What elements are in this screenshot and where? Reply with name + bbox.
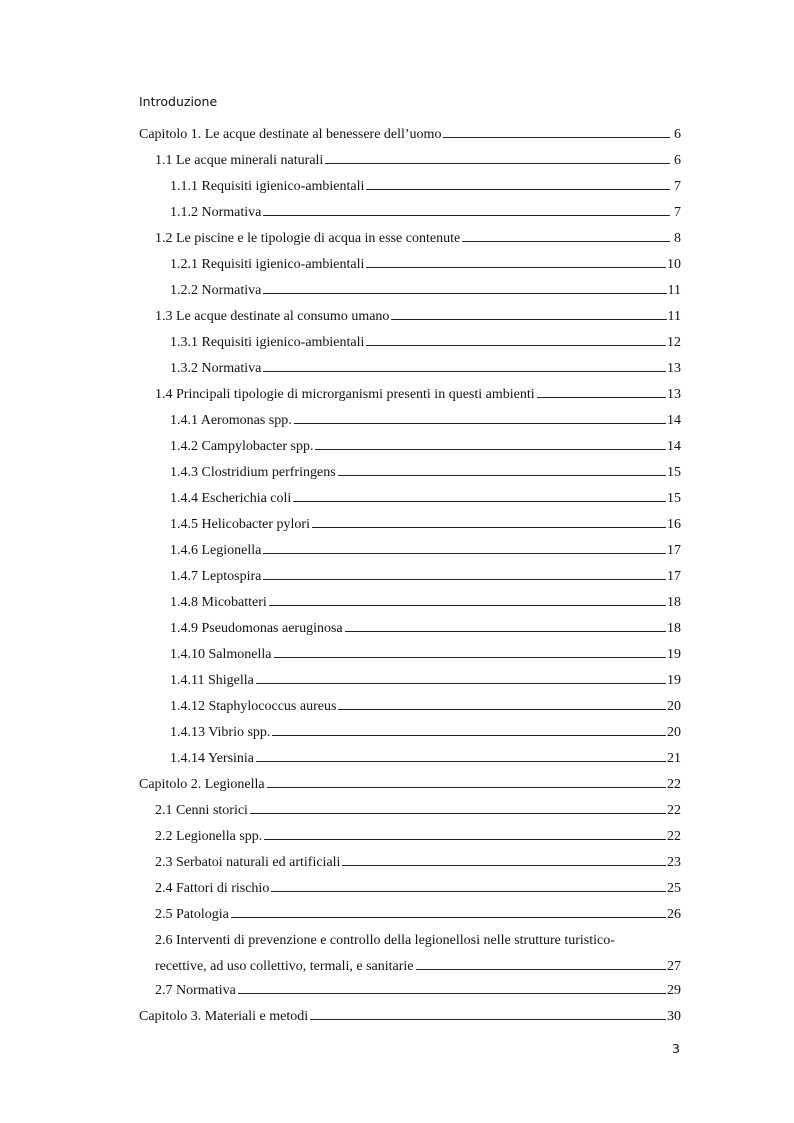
toc-entry[interactable] [139, 542, 681, 559]
toc-entry[interactable] [139, 932, 681, 975]
toc-entry[interactable] [139, 256, 681, 273]
dot-leader [366, 267, 666, 268]
toc-entry-title: 1.3.2 Normativa [170, 361, 262, 376]
toc-entry-title: 1.4.2 Campylobacter spp. [170, 439, 314, 454]
toc-entry[interactable] [139, 568, 681, 585]
toc-entry-page: 18 [667, 621, 681, 636]
toc-entry[interactable] [139, 880, 681, 897]
toc-entry-page: 12 [667, 335, 681, 350]
dot-leader [310, 1019, 666, 1020]
toc-entry[interactable] [139, 620, 681, 637]
dot-leader [537, 397, 666, 398]
toc-entry-page: 6 [674, 153, 681, 168]
toc-entry-title: 1.2.1 Requisiti igienico-ambientali [170, 257, 365, 272]
toc-entry-title: Capitolo 3. Materiali e metodi [139, 1009, 309, 1024]
toc-entry[interactable] [139, 802, 681, 819]
toc-entry[interactable] [139, 776, 681, 793]
dot-leader [250, 813, 666, 814]
toc-entry-page: 22 [667, 829, 681, 844]
toc-entry[interactable] [139, 516, 681, 533]
toc-entry-title: 1.1 Le acque minerali naturali [155, 153, 324, 168]
dot-leader [315, 449, 666, 450]
dot-leader [271, 891, 666, 892]
toc-entry-title: 2.1 Cenni storici [155, 803, 248, 818]
toc-entry-title: 1.4.11 Shigella [170, 673, 254, 688]
toc-entry-page: 18 [667, 595, 681, 610]
toc-entry-title: 2.5 Patologia [155, 907, 229, 922]
toc-entry-title: 1.2 Le piscine e le tipologie di acqua in esse contenute [155, 231, 461, 246]
dot-leader [416, 969, 666, 970]
dot-leader [263, 553, 666, 554]
toc-entry[interactable] [139, 126, 681, 143]
toc-entry-title: Capitolo 2. Legionella [139, 777, 265, 792]
toc-entry-title: 1.2.2 Normativa [170, 283, 262, 298]
toc-entry-page: 22 [667, 803, 681, 818]
toc-entry-page: 13 [667, 361, 681, 376]
toc-entry-page: 23 [667, 855, 681, 870]
toc-entry[interactable] [139, 982, 681, 999]
toc-entry-title: 1.4.10 Salmonella [170, 647, 272, 662]
toc-entry-page: 14 [667, 439, 681, 454]
dot-leader [366, 189, 670, 190]
toc-entry-title: 1.1.2 Normativa [170, 205, 262, 220]
toc-entry-page: 21 [667, 751, 681, 766]
dot-leader [294, 423, 666, 424]
toc-entry[interactable] [139, 1008, 681, 1025]
toc-entry[interactable] [139, 854, 681, 871]
toc-entry-page: 11 [667, 309, 681, 324]
dot-leader [272, 735, 666, 736]
dot-leader [256, 761, 666, 762]
dot-leader [263, 579, 666, 580]
toc-entry-page: 13 [667, 387, 681, 402]
toc-entry-title: 1.1.1 Requisiti igienico-ambientali [170, 179, 365, 194]
toc-entry-page: 20 [667, 699, 681, 714]
dot-leader [231, 917, 666, 918]
toc-entry-title: 2.2 Legionella spp. [155, 829, 263, 844]
toc-entry-page: 7 [674, 205, 681, 220]
toc-entry-title: 1.4.3 Clostridium perfringens [170, 465, 336, 480]
toc-entry-page: 10 [667, 257, 681, 272]
toc-entry-title: 1.3 Le acque destinate al consumo umano [155, 309, 390, 324]
toc-entry-page: 30 [667, 1009, 681, 1024]
toc-entry-title: 1.3.1 Requisiti igienico-ambientali [170, 335, 365, 350]
toc-entry-title: 1.4.13 Vibrio spp. [170, 725, 271, 740]
toc-entry[interactable] [139, 152, 681, 169]
toc-entry-page: 6 [674, 127, 681, 142]
toc-entry-page: 19 [667, 647, 681, 662]
dot-leader [264, 839, 666, 840]
dot-leader [267, 787, 666, 788]
toc-entry-page: 25 [667, 881, 681, 896]
toc-entry-title: 2.3 Serbatoi naturali ed artificiali [155, 855, 341, 870]
toc-entry-page: 17 [667, 569, 681, 584]
toc-entry-title: 1.4.6 Legionella [170, 543, 262, 558]
toc-entry-page: 16 [667, 517, 681, 532]
toc-entry[interactable] [139, 724, 681, 741]
toc-entry[interactable] [139, 386, 681, 403]
dot-leader [256, 683, 666, 684]
toc-entry-title: 1.4.4 Escherichia coli [170, 491, 292, 506]
dot-leader [238, 993, 666, 994]
toc-entry-title: 1.4.12 Staphylococcus aureus [170, 699, 337, 714]
toc-entry[interactable] [139, 490, 681, 507]
dot-leader [391, 319, 666, 320]
toc-entry[interactable] [139, 360, 681, 377]
toc-entry-page: 7 [674, 179, 681, 194]
toc-entry[interactable] [139, 178, 681, 195]
dot-leader [263, 293, 666, 294]
dot-leader [325, 163, 670, 164]
dot-leader [269, 605, 666, 606]
toc-entry[interactable] [139, 412, 681, 429]
toc-entry-page: 26 [667, 907, 681, 922]
toc-entry[interactable] [139, 828, 681, 845]
toc-entry[interactable] [139, 204, 681, 221]
toc-entry[interactable] [139, 282, 681, 299]
toc-entry[interactable] [139, 906, 681, 923]
toc-entry-page: 15 [667, 491, 681, 506]
dot-leader [338, 475, 666, 476]
toc-entry[interactable] [139, 334, 681, 351]
dot-leader [443, 137, 670, 138]
dot-leader [345, 631, 666, 632]
toc-entry-title: 1.4.5 Helicobacter pylori [170, 517, 310, 532]
dot-leader [366, 345, 666, 346]
dot-leader [312, 527, 666, 528]
toc-entry[interactable] [139, 698, 681, 715]
toc-entry-title: 2.7 Normativa [155, 983, 236, 998]
toc-entry-page: 22 [667, 777, 681, 792]
toc-heading: Introduzione [139, 94, 218, 109]
toc-entry-page: 11 [667, 283, 681, 298]
toc-entry-title: recettive, ad uso collettivo, termali, e sanitarie [155, 959, 414, 974]
dot-leader [263, 215, 670, 216]
toc-entry[interactable] [139, 750, 681, 767]
dot-leader [263, 371, 666, 372]
toc-entry-title: 2.4 Fattori di rischio [155, 881, 270, 896]
toc-entry-page: 17 [667, 543, 681, 558]
toc-entry-page: 19 [667, 673, 681, 688]
toc-entry-page: 8 [674, 231, 681, 246]
toc-entry-page: 15 [667, 465, 681, 480]
toc-entry[interactable] [139, 594, 681, 611]
toc-entry-title: 1.4.7 Leptospira [170, 569, 262, 584]
toc-entry[interactable] [139, 438, 681, 455]
toc-entry[interactable] [139, 464, 681, 481]
toc-entry-page: 20 [667, 725, 681, 740]
dot-leader [293, 501, 666, 502]
toc-entry-page: 14 [667, 413, 681, 428]
toc-entry[interactable] [139, 672, 681, 689]
toc-entry-title: 1.4.8 Micobatteri [170, 595, 267, 610]
toc-entry-title: 1.4.14 Yersinia [170, 751, 255, 766]
dot-leader [462, 241, 670, 242]
toc-entry-page: 27 [667, 959, 681, 974]
toc-entry[interactable] [139, 646, 681, 663]
dot-leader [274, 657, 667, 658]
toc-entry[interactable] [139, 308, 681, 325]
dot-leader [342, 865, 666, 866]
page-number: 3 [672, 1041, 680, 1056]
toc-entry-title: 1.4 Principali tipologie di microrganismi presenti in questi ambienti [155, 387, 535, 402]
dot-leader [338, 709, 666, 710]
toc-entry-title: 1.4.1 Aeromonas spp. [170, 413, 292, 428]
toc-entry-title-line1: 2.6 Interventi di prevenzione e controllo della legionellosi nelle strutture turistico- [155, 933, 615, 948]
toc-entry-page: 29 [667, 983, 681, 998]
toc-entry-title: 1.4.9 Pseudomonas aeruginosa [170, 621, 343, 636]
toc-entry-title: Capitolo 1. Le acque destinate al benessere dell’uomo [139, 127, 442, 142]
toc-entry[interactable] [139, 230, 681, 247]
